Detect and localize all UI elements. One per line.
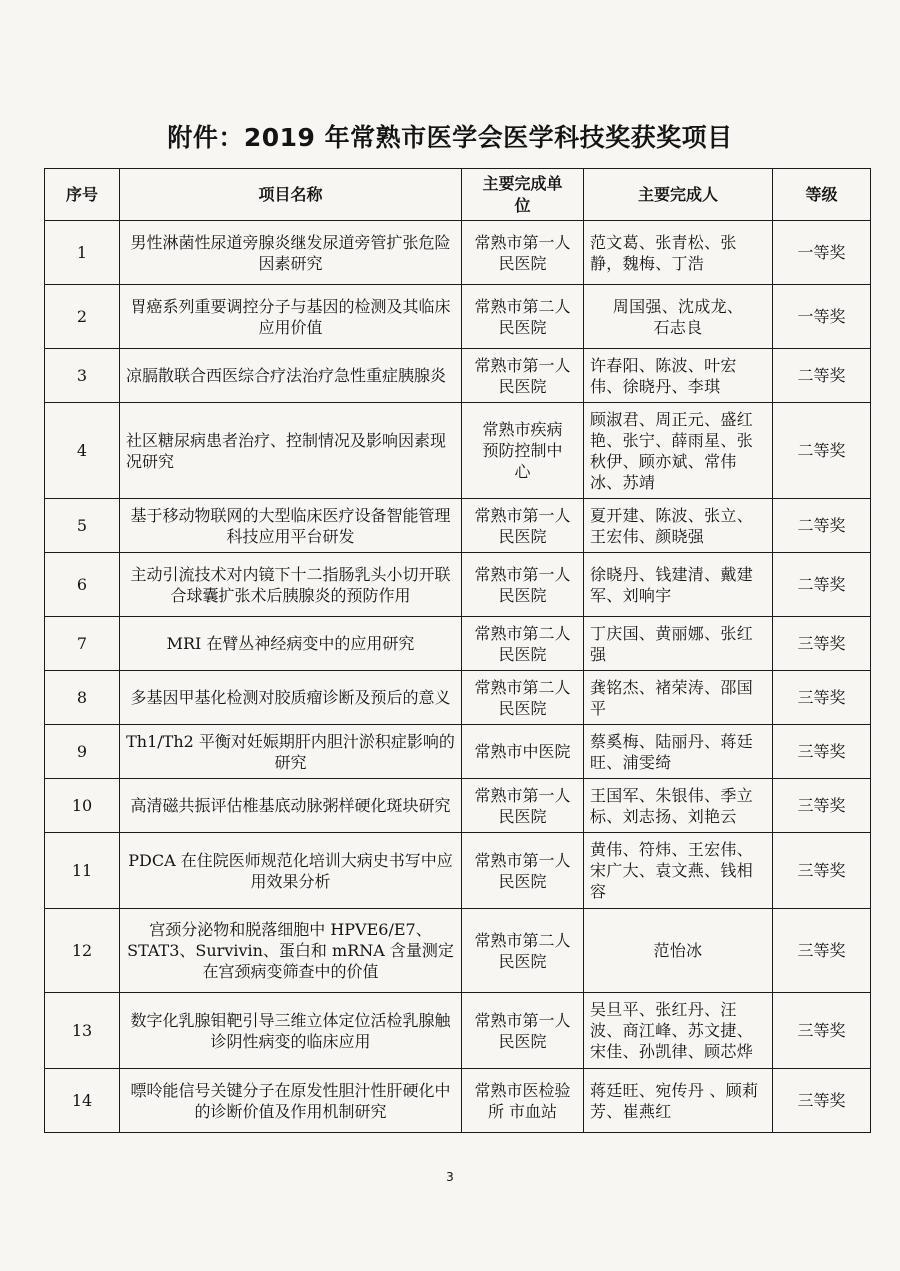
table-row xyxy=(45,553,871,617)
main-contributors: 黄伟、符炜、王宏伟、宋广大、袁文燕、钱相容 xyxy=(584,833,773,909)
page-title: 附件：2019 年常熟市医学会医学科技奖获奖项目 xyxy=(167,123,733,152)
table-row xyxy=(45,671,871,725)
row-number: 2 xyxy=(45,285,120,349)
table-row xyxy=(45,833,871,909)
row-number: 5 xyxy=(45,499,120,553)
row-number: 6 xyxy=(45,553,120,617)
row-number: 11 xyxy=(45,833,120,909)
completion-unit: 常熟市第二人民医院 xyxy=(462,909,584,993)
award-grade: 三等奖 xyxy=(773,993,871,1069)
completion-unit: 常熟市第一人民医院 xyxy=(462,499,584,553)
header-people: 主要完成人 xyxy=(584,169,773,221)
completion-unit: 常熟市医检验所 市血站 xyxy=(462,1069,584,1133)
table-row xyxy=(45,1069,871,1133)
main-contributors: 徐晓丹、钱建清、戴建军、刘响宇 xyxy=(584,553,773,617)
main-contributors: 蒋廷旺、宛传丹 、顾莉芳、崔燕红 xyxy=(584,1069,773,1133)
row-number: 13 xyxy=(45,993,120,1069)
completion-unit: 常熟市中医院 xyxy=(462,725,584,779)
main-contributors: 王国军、朱银伟、季立标、刘志扬、刘艳云 xyxy=(584,779,773,833)
row-number: 9 xyxy=(45,725,120,779)
project-name: 凉膈散联合西医综合疗法治疗急性重症胰腺炎 xyxy=(120,349,462,403)
award-grade: 二等奖 xyxy=(773,499,871,553)
row-number: 4 xyxy=(45,403,120,499)
main-contributors: 龚铭杰、褚荣涛、邵国平 xyxy=(584,671,773,725)
completion-unit: 常熟市第一人民医院 xyxy=(462,833,584,909)
completion-unit: 常熟市第一人民医院 xyxy=(462,349,584,403)
main-contributors: 吴旦平、张红丹、汪波、商江峰、苏文捷、宋佳、孙凯律、顾芯烨 xyxy=(584,993,773,1069)
table-row xyxy=(45,617,871,671)
main-contributors: 丁庆国、黄丽娜、张红强 xyxy=(584,617,773,671)
main-contributors: 许春阳、陈波、叶宏伟、徐晓丹、李琪 xyxy=(584,349,773,403)
row-number: 1 xyxy=(45,221,120,285)
award-grade: 二等奖 xyxy=(773,349,871,403)
completion-unit: 常熟市第二人民医院 xyxy=(462,617,584,671)
page-number: 3 xyxy=(446,1170,454,1184)
award-grade: 三等奖 xyxy=(773,671,871,725)
project-name: 数字化乳腺钼靶引导三维立体定位活检乳腺触诊阴性病变的临床应用 xyxy=(120,993,462,1069)
project-name: 嘌呤能信号关键分子在原发性胆汁性肝硬化中的诊断价值及作用机制研究 xyxy=(120,1069,462,1133)
table-row xyxy=(45,349,871,403)
row-number: 3 xyxy=(45,349,120,403)
main-contributors: 顾淑君、周正元、盛红艳、张宁、薛雨星、张秋伊、顾亦斌、常伟冰、苏靖 xyxy=(584,403,773,499)
project-name: PDCA 在住院医师规范化培训大病史书写中应用效果分析 xyxy=(120,833,462,909)
completion-unit: 常熟市第一人民医院 xyxy=(462,993,584,1069)
main-contributors: 周国强、沈成龙、石志良 xyxy=(584,285,773,349)
award-grade: 一等奖 xyxy=(773,221,871,285)
main-contributors: 范文葛、张青松、张静，魏梅、丁浩 xyxy=(584,221,773,285)
completion-unit: 常熟市第一人民医院 xyxy=(462,221,584,285)
completion-unit: 常熟市第二人民医院 xyxy=(462,671,584,725)
project-name: 宫颈分泌物和脱落细胞中 HPVE6/E7、STAT3、Survivin、蛋白和 mRNA 含量测定在宫颈病变筛查中的价值 xyxy=(120,909,462,993)
table-row xyxy=(45,909,871,993)
row-number: 7 xyxy=(45,617,120,671)
project-name: MRI 在臂丛神经病变中的应用研究 xyxy=(120,617,462,671)
award-grade: 三等奖 xyxy=(773,617,871,671)
table-row xyxy=(45,725,871,779)
award-grade: 三等奖 xyxy=(773,779,871,833)
project-name: 社区糖尿病患者治疗、控制情况及影响因素现况研究 xyxy=(120,403,462,499)
header-name: 项目名称 xyxy=(120,169,462,221)
project-name: 基于移动物联网的大型临床医疗设备智能管理科技应用平台研发 xyxy=(120,499,462,553)
project-name: 男性淋菌性尿道旁腺炎继发尿道旁管扩张危险因素研究 xyxy=(120,221,462,285)
project-name: 高清磁共振评估椎基底动脉粥样硬化斑块研究 xyxy=(120,779,462,833)
completion-unit: 常熟市第二人民医院 xyxy=(462,285,584,349)
table-row xyxy=(45,221,871,285)
award-grade: 三等奖 xyxy=(773,833,871,909)
header-no: 序号 xyxy=(45,169,120,221)
project-name: 多基因甲基化检测对胶质瘤诊断及预后的意义 xyxy=(120,671,462,725)
completion-unit: 常熟市第一人民医院 xyxy=(462,779,584,833)
table-row xyxy=(45,993,871,1069)
table-row xyxy=(45,285,871,349)
row-number: 8 xyxy=(45,671,120,725)
award-grade: 三等奖 xyxy=(773,725,871,779)
award-grade: 一等奖 xyxy=(773,285,871,349)
table-row xyxy=(45,403,871,499)
project-name: 主动引流技术对内镜下十二指肠乳头小切开联合球囊扩张术后胰腺炎的预防作用 xyxy=(120,553,462,617)
main-contributors: 蔡奚梅、陆丽丹、蒋廷旺、浦雯绮 xyxy=(584,725,773,779)
completion-unit: 常熟市第一人民医院 xyxy=(462,553,584,617)
award-grade: 三等奖 xyxy=(773,1069,871,1133)
project-name: 胃癌系列重要调控分子与基因的检测及其临床应用价值 xyxy=(120,285,462,349)
header-unit: 主要完成单位 xyxy=(462,169,584,221)
project-name: Th1/Th2 平衡对妊娠期肝内胆汁淤积症影响的研究 xyxy=(120,725,462,779)
completion-unit: 常熟市疾病预防控制中心 xyxy=(462,403,584,499)
table-row xyxy=(45,779,871,833)
main-contributors: 夏开建、陈波、张立、王宏伟、颜晓强 xyxy=(584,499,773,553)
table-row xyxy=(45,499,871,553)
awards-table xyxy=(44,168,871,1133)
main-contributors: 范怡冰 xyxy=(584,909,773,993)
row-number: 10 xyxy=(45,779,120,833)
row-number: 14 xyxy=(45,1069,120,1133)
award-grade: 三等奖 xyxy=(773,909,871,993)
row-number: 12 xyxy=(45,909,120,993)
table-header-row xyxy=(45,169,871,221)
award-grade: 二等奖 xyxy=(773,403,871,499)
award-grade: 二等奖 xyxy=(773,553,871,617)
header-grade: 等级 xyxy=(773,169,871,221)
